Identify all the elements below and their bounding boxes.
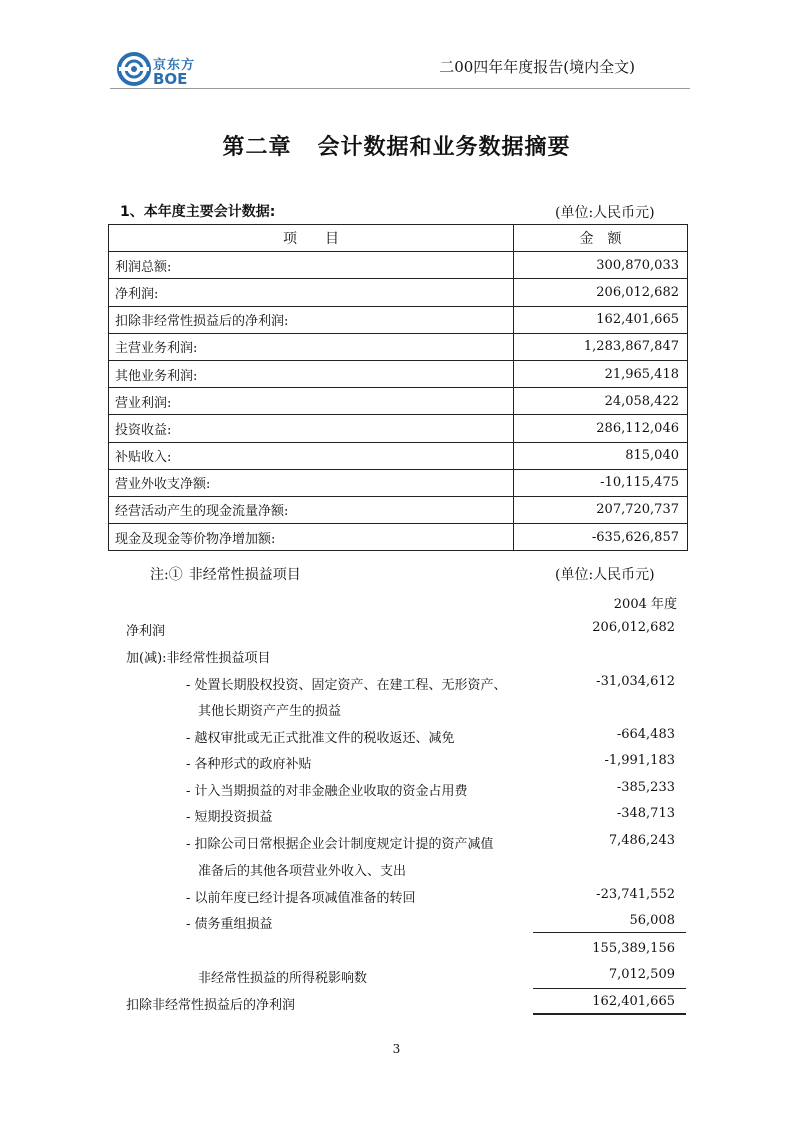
item-value: -664,483 bbox=[616, 727, 675, 742]
note-prefix: 注:① bbox=[150, 567, 183, 583]
boe-logo-icon bbox=[117, 52, 151, 86]
table-row bbox=[109, 496, 688, 523]
note-unit: (单位:人民币元) bbox=[555, 567, 655, 583]
item-line: - 处置长期股权投资、固定资产、在建工程、无形资产、 bbox=[186, 678, 507, 693]
row-label: 营业利润: bbox=[109, 388, 514, 415]
row-label: 补贴收入: bbox=[109, 442, 514, 469]
table-row bbox=[109, 333, 688, 360]
item-line: - 债务重组损益 bbox=[186, 917, 273, 932]
table-row bbox=[109, 388, 688, 415]
chapter-title bbox=[0, 130, 793, 161]
row-amount: 24,058,422 bbox=[514, 388, 688, 415]
item-line: - 越权审批或无正式批准文件的税收返还、减免 bbox=[186, 731, 455, 746]
row-amount: 21,965,418 bbox=[514, 360, 688, 387]
row-label: 现金及现金等价物净增加额: bbox=[109, 524, 514, 551]
row-label: 投资收益: bbox=[109, 415, 514, 442]
note-title bbox=[150, 564, 301, 584]
net-profit-value: 206,012,682 bbox=[592, 620, 675, 635]
item-value: -23,741,552 bbox=[596, 887, 675, 902]
tax-effect-label: 非经常性损益的所得税影响数 bbox=[198, 971, 368, 986]
header-divider bbox=[110, 88, 690, 89]
table-row bbox=[109, 360, 688, 387]
total-rule-bottom bbox=[533, 1013, 686, 1015]
row-label: 利润总额: bbox=[109, 252, 514, 279]
row-amount: 1,283,867,847 bbox=[514, 333, 688, 360]
chapter-number: 第二章 bbox=[222, 134, 292, 160]
row-amount: 286,112,046 bbox=[514, 415, 688, 442]
row-amount: 162,401,665 bbox=[514, 306, 688, 333]
row-label: 主营业务利润: bbox=[109, 333, 514, 360]
page-number: 3 bbox=[392, 1042, 401, 1056]
row-label: 净利润: bbox=[109, 279, 514, 306]
item-line-continued: 准备后的其他各项营业外收入、支出 bbox=[198, 864, 407, 879]
section-unit: (单位:人民币元) bbox=[555, 205, 655, 221]
table-header-row bbox=[109, 225, 688, 252]
item-line: - 以前年度已经计提各项减值准备的转回 bbox=[186, 891, 416, 906]
item-value: -348,713 bbox=[616, 806, 675, 821]
item-value: -385,233 bbox=[616, 780, 675, 795]
subtotal-value: 155,389,156 bbox=[592, 941, 675, 956]
item-line: - 扣除公司日常根据企业会计制度规定计提的资产减值 bbox=[186, 837, 494, 852]
table-row bbox=[109, 306, 688, 333]
adjustments-label: 加(减):非经常性损益项目 bbox=[126, 651, 271, 666]
item-line: - 计入当期损益的对非金融企业收取的资金占用费 bbox=[186, 784, 468, 799]
table-row bbox=[109, 469, 688, 496]
section-title: 1、本年度主要会计数据: bbox=[120, 204, 276, 220]
row-label: 营业外收支净额: bbox=[109, 469, 514, 496]
row-label: 扣除非经常性损益后的净利润: bbox=[109, 306, 514, 333]
item-line-continued: 其他长期资产产生的损益 bbox=[198, 704, 342, 719]
item-line: - 各种形式的政府补贴 bbox=[186, 757, 312, 772]
column-header-item: 项 目 bbox=[109, 225, 514, 252]
logo-text-en: BOE bbox=[153, 70, 188, 88]
note-heading: 非经常性损益项目 bbox=[188, 567, 301, 583]
item-value: 7,486,243 bbox=[608, 833, 675, 848]
accounting-data-table bbox=[108, 224, 688, 551]
row-amount: 300,870,033 bbox=[514, 252, 688, 279]
total-rule-top bbox=[533, 988, 686, 989]
row-amount: -635,626,857 bbox=[514, 524, 688, 551]
row-amount: -10,115,475 bbox=[514, 469, 688, 496]
row-label: 其他业务利润: bbox=[109, 360, 514, 387]
table-row bbox=[109, 415, 688, 442]
column-header-amount: 金 额 bbox=[514, 225, 688, 252]
chapter-name: 会计数据和业务数据摘要 bbox=[317, 134, 571, 160]
company-logo bbox=[117, 50, 207, 90]
subtotal-rule bbox=[533, 932, 686, 933]
adjusted-net-profit-label: 扣除非经常性损益后的净利润 bbox=[126, 998, 296, 1013]
row-amount: 207,720,737 bbox=[514, 496, 688, 523]
table-row bbox=[109, 442, 688, 469]
item-value: -31,034,612 bbox=[596, 674, 675, 689]
table-row bbox=[109, 524, 688, 551]
net-profit-label: 净利润 bbox=[126, 624, 166, 639]
year-header: 2004 年度 bbox=[613, 597, 677, 612]
tax-effect-value: 7,012,509 bbox=[608, 967, 675, 982]
adjusted-net-profit-value: 162,401,665 bbox=[592, 994, 675, 1009]
logo-text-cn: 京东方 bbox=[153, 58, 196, 73]
row-amount: 815,040 bbox=[514, 442, 688, 469]
item-value: 56,008 bbox=[629, 913, 675, 928]
row-label: 经营活动产生的现金流量净额: bbox=[109, 496, 514, 523]
row-amount: 206,012,682 bbox=[514, 279, 688, 306]
item-value: -1,991,183 bbox=[604, 753, 675, 768]
table-row bbox=[109, 252, 688, 279]
table-row bbox=[109, 279, 688, 306]
item-line: - 短期投资损益 bbox=[186, 810, 273, 825]
report-title: 二00四年年度报告(境内全文) bbox=[439, 58, 635, 76]
